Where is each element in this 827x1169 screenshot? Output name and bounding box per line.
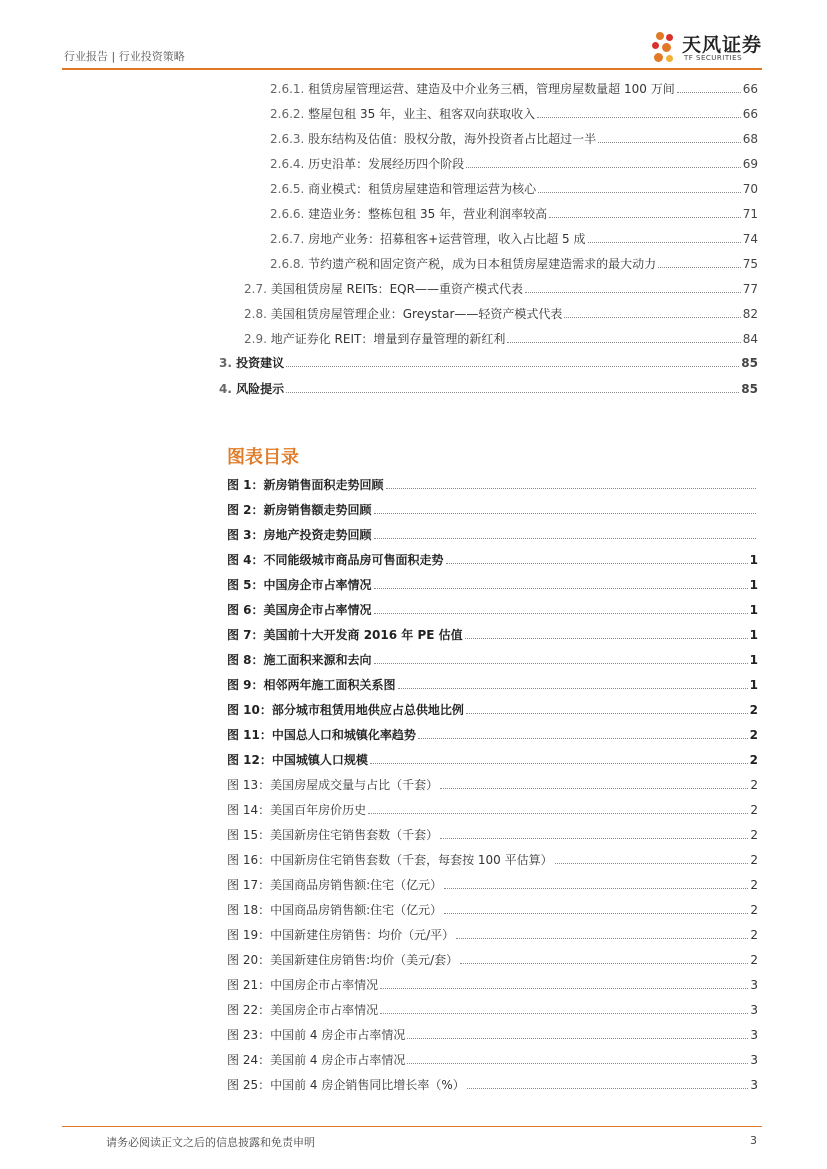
figure-entry-title: 图 23：中国前 4 房企市占率情况 [227, 1028, 406, 1042]
toc-entry-title: 历史沿革：发展经历四个阶段 [308, 157, 465, 171]
dot-leader [588, 242, 741, 243]
figure-entry-title: 图 8：施工面积来源和去向 [227, 653, 372, 667]
figures-section-title: 图表目录 [227, 447, 299, 468]
figure-entry-page: 2 [750, 953, 758, 967]
dot-leader [555, 863, 749, 864]
toc-entry-title: 投资建议 [236, 356, 285, 370]
dot-leader [465, 638, 748, 639]
dot-leader [286, 366, 739, 367]
logo-subtext: TF SECURITIES [684, 54, 743, 62]
dot-leader [407, 1063, 748, 1064]
page-number: 3 [750, 1134, 757, 1147]
toc-entry-title: 美国租赁房屋管理企业：Greystar——轻资产模式代表 [270, 307, 563, 321]
figure-entry-page: 3 [750, 1028, 758, 1042]
dot-leader [537, 117, 741, 118]
figure-entry[interactable] [227, 576, 758, 593]
figure-entry-page: 1 [749, 678, 758, 692]
figure-entry-page: 1 [749, 578, 758, 592]
dot-leader [538, 192, 741, 193]
toc-entry-number: 3. [219, 356, 237, 370]
toc-entry-title: 风险提示 [236, 382, 285, 396]
figure-entry-title: 图 1：新房销售面积走势回顾 [227, 478, 384, 492]
figure-entry-page: 1 [749, 653, 758, 667]
figure-entry[interactable] [227, 651, 758, 668]
figure-entry-title: 图 6：美国房企市占率情况 [227, 603, 372, 617]
dot-leader [446, 563, 748, 564]
figure-entry-title: 图 4：不同能级城市商品房可售面积走势 [227, 553, 444, 567]
toc-entry-number: 2.6.3. [270, 132, 309, 146]
toc-entry-number: 2.7. [244, 282, 271, 296]
toc-entry-page: 66 [742, 107, 758, 121]
toc-entry-number: 2.6.4. [270, 157, 309, 171]
toc-entry-page: 74 [742, 232, 758, 246]
toc-entry-title: 商业模式：租赁房屋建造和管理运营为核心 [308, 182, 537, 196]
toc-entry[interactable] [270, 180, 758, 197]
header-rule [62, 68, 762, 70]
toc-entry-number: 2.6.8. [270, 257, 309, 271]
toc-entry-number: 2.6.2. [270, 107, 309, 121]
figure-entry[interactable] [227, 726, 758, 743]
figure-entry[interactable] [227, 626, 758, 643]
toc-entry-title: 股东结构及估值：股权分散，海外投资者占比超过一半 [308, 132, 597, 146]
figure-entry-title: 图 24：美国前 4 房企市占率情况 [227, 1053, 406, 1067]
toc-entry-title: 建造业务：整栋包租 35 年，营业利润率较高 [308, 207, 548, 221]
figure-entry-title: 图 19：中国新建住房销售：均价（元/平） [227, 928, 455, 942]
dot-leader [380, 1013, 748, 1014]
figure-entry-page: 2 [750, 928, 758, 942]
dot-leader [460, 963, 748, 964]
toc-entry[interactable] [219, 380, 758, 397]
toc-entry-title: 美国租赁房屋 REITs：EQR——重资产模式代表 [270, 282, 523, 296]
figure-entry-title: 图 17：美国商品房销售额:住宅（亿元） [227, 878, 443, 892]
figure-entry-page: 2 [750, 853, 758, 867]
toc-entry-page: 85 [741, 356, 758, 370]
toc-entry[interactable] [244, 330, 758, 347]
figure-entry-page: 3 [750, 1003, 758, 1017]
figure-entry-page: 2 [750, 878, 758, 892]
figure-entry-page: 2 [749, 728, 758, 742]
figure-entry-title: 图 3：房地产投资走势回顾 [227, 528, 372, 542]
figure-entry-title: 图 22：美国房企市占率情况 [227, 1003, 379, 1017]
figure-entry-page: 1 [749, 628, 758, 642]
figure-entry[interactable] [227, 676, 758, 693]
toc-entry-number: 2.8. [244, 307, 271, 321]
figure-entry-page: 2 [750, 828, 758, 842]
toc-entry[interactable] [244, 305, 758, 322]
header-left-text: 行业报告 | 行业投资策略 [64, 50, 185, 63]
figure-entry[interactable] [227, 926, 758, 943]
dot-leader [466, 713, 748, 714]
figure-entry-page: 1 [749, 603, 758, 617]
dot-leader [658, 267, 741, 268]
logo-text: 天风证券 [682, 34, 763, 56]
dot-leader [444, 888, 748, 889]
dot-leader [398, 688, 748, 689]
toc-entry[interactable] [244, 280, 758, 297]
figure-entry-title: 图 5：中国房企市占率情况 [227, 578, 372, 592]
figure-entry[interactable] [227, 826, 758, 843]
toc-entry-page: 82 [742, 307, 758, 321]
figure-entry[interactable] [227, 851, 758, 868]
figure-entry-title: 图 2：新房销售额走势回顾 [227, 503, 372, 517]
figure-entry-title: 图 16：中国新房住宅销售套数（千套，每套按 100 平估算） [227, 853, 553, 867]
dot-leader [507, 342, 740, 343]
figure-entry-title: 图 15：美国新房住宅销售套数（千套） [227, 828, 439, 842]
toc-entry-page: 85 [741, 382, 758, 396]
dot-leader [598, 142, 741, 143]
figure-entry-page: 2 [750, 778, 758, 792]
toc-entry-page: 69 [742, 157, 758, 171]
figure-entry-page: 3 [750, 1078, 758, 1092]
figure-entry[interactable] [227, 551, 758, 568]
figure-entry[interactable] [227, 951, 758, 968]
figure-entry[interactable] [227, 751, 758, 768]
toc-entry-title: 整屋包租 35 年，业主、租客双向获取收入 [308, 107, 536, 121]
figure-entry[interactable] [227, 876, 758, 893]
dot-leader [374, 663, 748, 664]
figure-entry-title: 图 25：中国前 4 房企销售同比增长率（%） [227, 1078, 465, 1092]
toc-entry-number: 2.6.1. [270, 82, 309, 96]
company-logo [650, 28, 770, 68]
dot-leader [549, 217, 741, 218]
dot-leader [286, 392, 739, 393]
toc-entry-page: 71 [742, 207, 758, 221]
footer-disclaimer: 请务必阅读正文之后的信息披露和免责申明 [106, 1136, 315, 1149]
figure-entry-title: 图 9：相邻两年施工面积关系图 [227, 678, 396, 692]
toc-entry[interactable] [270, 105, 758, 122]
toc-entry-number: 4. [219, 382, 237, 396]
figure-entry[interactable] [227, 1001, 758, 1018]
figure-entry-title: 图 13：美国房屋成交量与占比（千套） [227, 778, 439, 792]
dot-leader [444, 913, 748, 914]
figure-entry-page: 2 [750, 803, 758, 817]
dot-leader [368, 813, 748, 814]
toc-entry-page: 75 [742, 257, 758, 271]
toc-entry[interactable] [270, 230, 758, 247]
figure-entry-title: 图 18：中国商品房销售额:住宅（亿元） [227, 903, 443, 917]
figure-entry-title: 图 14：美国百年房价历史 [227, 803, 367, 817]
figure-entry-title: 图 11：中国总人口和城镇化率趋势 [227, 728, 416, 742]
dot-leader [374, 588, 748, 589]
toc-entry[interactable] [270, 155, 758, 172]
figure-entry[interactable] [227, 601, 758, 618]
figure-entry[interactable] [227, 501, 758, 518]
figure-entry-page: 2 [749, 753, 758, 767]
figure-entry-page: 2 [749, 703, 758, 717]
toc-entry[interactable] [270, 255, 758, 272]
dot-leader [440, 838, 748, 839]
dot-leader [440, 788, 748, 789]
toc-entry[interactable] [270, 130, 758, 147]
dot-leader [407, 1038, 748, 1039]
figure-entry-title: 图 10：部分城市租赁用地供应占总供地比例 [227, 703, 464, 717]
figure-entry-page: 2 [750, 903, 758, 917]
figure-entry-title: 图 7：美国前十大开发商 2016 年 PE 估值 [227, 628, 463, 642]
figure-entry[interactable] [227, 901, 758, 918]
figure-entry[interactable] [227, 976, 758, 993]
dot-leader [370, 763, 748, 764]
figure-entry-page: 3 [750, 1053, 758, 1067]
figure-entry[interactable] [227, 1026, 758, 1043]
dot-leader [374, 513, 756, 514]
dot-leader [380, 988, 748, 989]
dot-leader [564, 317, 740, 318]
figure-entry[interactable] [227, 476, 758, 493]
figure-entry[interactable] [227, 801, 758, 818]
toc-entry-page: 66 [742, 82, 758, 96]
toc-entry[interactable] [219, 354, 758, 371]
figure-entry-title: 图 12：中国城镇人口规模 [227, 753, 368, 767]
toc-entry-number: 2.6.5. [270, 182, 309, 196]
toc-entry-title: 租赁房屋管理运营、建造及中介业务三栖，管理房屋数量超 100 万间 [308, 82, 675, 96]
figure-entry-page: 3 [750, 978, 758, 992]
dot-leader [456, 938, 748, 939]
dot-leader [418, 738, 748, 739]
figure-entry[interactable] [227, 1076, 758, 1093]
figure-entry-title: 图 21：中国房企市占率情况 [227, 978, 379, 992]
dot-leader [677, 92, 741, 93]
figure-entry[interactable] [227, 1051, 758, 1068]
toc-entry-page: 68 [742, 132, 758, 146]
dot-leader [525, 292, 741, 293]
dot-leader [374, 613, 748, 614]
figure-entry[interactable] [227, 526, 758, 543]
toc-entry-page: 77 [742, 282, 758, 296]
figure-entry[interactable] [227, 776, 758, 793]
toc-entry-title: 地产证券化 REIT：增量到存量管理的新红利 [270, 332, 506, 346]
toc-entry-page: 70 [742, 182, 758, 196]
dot-leader [374, 538, 756, 539]
toc-entry-number: 2.6.7. [270, 232, 309, 246]
dot-leader [386, 488, 756, 489]
figure-entry-title: 图 20：美国新建住房销售:均价（美元/套） [227, 953, 459, 967]
toc-entry[interactable] [270, 80, 758, 97]
toc-entry[interactable] [270, 205, 758, 222]
toc-entry-title: 节约遗产税和固定资产税，成为日本租赁房屋建造需求的最大动力 [308, 257, 657, 271]
toc-entry-number: 2.6.6. [270, 207, 309, 221]
toc-entry-number: 2.9. [244, 332, 271, 346]
dot-leader [466, 167, 741, 168]
dot-leader [467, 1088, 749, 1089]
toc-entry-title: 房地产业务：招募租客+运营管理，收入占比超 5 成 [308, 232, 586, 246]
figure-entry[interactable] [227, 701, 758, 718]
footer-rule [62, 1126, 762, 1127]
figure-entry-page: 1 [749, 553, 758, 567]
toc-entry-page: 84 [742, 332, 758, 346]
